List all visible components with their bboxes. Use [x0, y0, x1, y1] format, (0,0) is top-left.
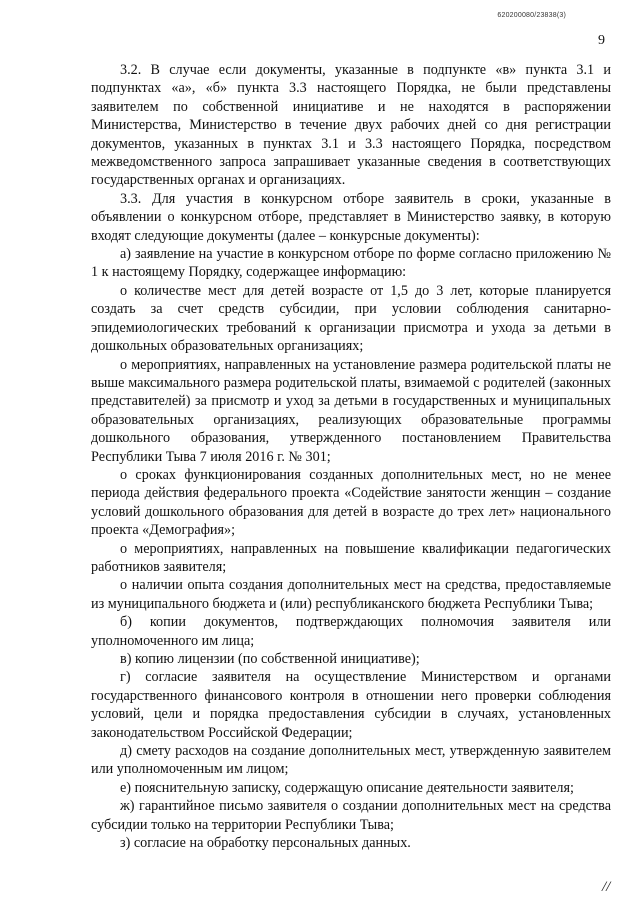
item-zh-guarantee-letter: ж) гарантийное письмо заявителя о создании дополнительных мест на средства субсидии только на территории Республики Тыва; [91, 798, 611, 833]
item-d-cost-estimate: д) смету расходов на создание дополнительных мест, утвержденную заявителем или уполномоченным им лицом; [91, 743, 611, 778]
info-parental-fee: о мероприятиях, направленных на установление размера родительской платы не выше максимального размера родительской платы, взимаемой с родителей (законных представителей) за присмотр и уход за детьми в государственных и муниципальных образовательных организациях, реализующих образовательные программы дошкольного образования, утвержденного постановлением Правительства Республики Тыва 7 июля 2016 г. № 301; [91, 356, 611, 465]
info-qualification: о мероприятиях, направленных на повышение квалификации педагогических работников заявителя; [91, 540, 611, 575]
item-b-authority-copies: б) копии документов, подтверждающих полномочия заявителя или уполномоченного им лица; [91, 614, 611, 649]
info-experience: о наличии опыта создания дополнительных мест на средства, предоставляемые из муниципального бюджета и (или) республиканского бюджета Республики Тыва; [91, 577, 611, 612]
document-body [91, 61, 611, 852]
item-z-data-consent: з) согласие на обработку персональных данных. [120, 835, 411, 852]
item-v-license-copy: в) копию лицензии (по собственной инициативе); [120, 651, 420, 667]
info-operation-terms: о сроках функционирования созданных дополнительных мест, но не менее периода действия федерального проекта «Содействие занятости женщин – создание условий дошкольного образования для детей в возрасте до трех лет» национального проекта «Демография»; [91, 466, 611, 539]
paragraph-3-2: 3.2. В случае если документы, указанные в подпункте «в» пункта 3.1 и подпунктах «а», «б» пункта 3.3 настоящего Порядка, не были представлены заявителем по собственной инициативе и не находятся в распоряжении Министерства, Министерство в течение двух рабочих дней со дня регистрации документов, указанных в пунктах 3.1 и 3.3 настоящего Порядка, посредством межведомственного запроса запрашивает указанные сведения в соответствующих государственных органах и организациях. [91, 62, 611, 189]
document-code: 620200080/23838(3) [497, 12, 566, 19]
info-places-count: о количестве мест для детей возрасте от 1,5 до 3 лет, которые планируется создать за счет средств субсидии, при условии соблюдения санитарно-эпидемиологических требований к организации присмотра и ухода за детьми в дошкольных образовательных организациях; [91, 282, 611, 355]
page-number: 9 [598, 33, 605, 48]
paragraph-3-3: 3.3. Для участия в конкурсном отборе заявитель в сроки, указанные в объявлении о конкурсном отборе, представляет в Министерство заявку, в которую входят следующие документы (далее – конкурсные документы): [91, 190, 611, 244]
item-e-explanatory-note: е) пояснительную записку, содержащую описание деятельности заявителя; [120, 779, 574, 796]
item-a-application: а) заявление на участие в конкурсном отборе по форме согласно приложению № 1 к настоящему Порядку, содержащее информацию: [91, 246, 611, 281]
handwritten-mark: // [602, 879, 611, 895]
item-g-consent-control: г) согласие заявителя на осуществление Министерством и органами государственного финансового контроля в отношении него проверки соблюдения условий, цели и порядка предоставления субсидии в случаях, установленных законодательством Российской Федерации; [91, 669, 611, 741]
